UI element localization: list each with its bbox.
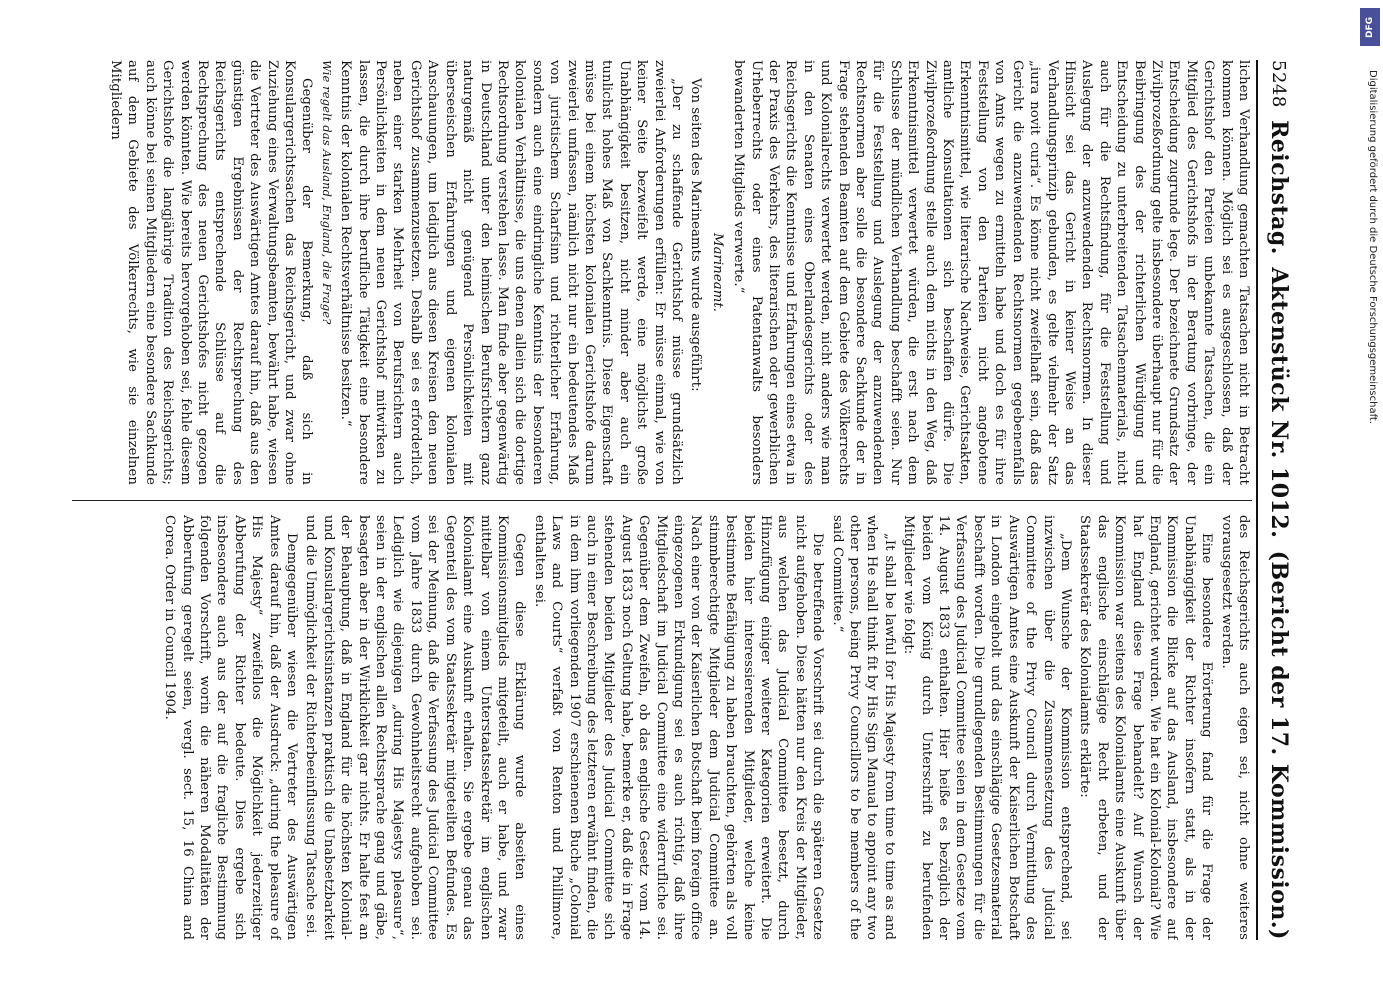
header-rule xyxy=(1256,60,1258,940)
left-paragraph: Von seiten des Marineamts wurde ausgeführt: xyxy=(688,78,704,392)
left-paragraph: „Der zu schaffende Gerichtshof müsse grundsätzlich zweierlei Anforderungen erfüllen: Er müsse einmal, wie von keiner Seite bezweifelt werde, eine möglichst große Unabhängigkeit besitzen, nicht minder aber auch ein tunlichst hohes Maß von Sachkenntnis. Diese Eigenschaft müsse bei einem höchsten kolonialen Gerichtshofe darum zweierlei umfassen, nämlich nicht nur ein bedeutendes Maß von juristischem Scharfsinn und richterlicher Erfahrung, sondern auch eine eindringliche Kenntnis der besonderen kolonialen Verhältnisse, die uns denen allein sich die dortige Rechtsordnung verstehen lasse. Man finde aber gegenwärtig in Deutschland unter den heimischen Berufsrichtern ganz naturgemäß nicht genügend Persönlichkeiten mit überseeischen Erfahrungen und eigenen kolonialen Anschauungen, um lediglich aus diesen Kreisen den neuen Gerichtshof zusammenzusetzen. Deshalb sei es erforderlich, neben einer starken Mehrheit von Berufsrichtern auch Persönlichkeiten in dem neuen Gerichtshof mitwirken zu lassen, die durch ihre berufliche Tätigkeit eine besondere Kenntnis der kolonialen Rechtsverhältnisse besitzen.“ xyxy=(338,60,684,485)
english-quote: „It shall be lawful for His Majesty from time to time as and when He shall think fit by His Sign Manual to appoint any two other persons, being Privy Councillors to be members of the said Committee.“ xyxy=(829,515,897,940)
right-paragraph: Gegen diese Erklärung wurde abseiten eines Kommissionsmitglieds mitgeteilt, auch er habe, und zwar mittelbar von einem Unterstaatssekretär im englischen Kolonialamt eine Auskunft erhalten. Sie ergebe genau das Gegenteil des vom Staatssekretär mitgeteilten Befundes. Es sei der Meinung, daß die Verfassung des Judicial Committee vom Jahre 1833 durch Gewohnheitsrecht aufgehoben sei. Lediglich wie diejenigen „during His Majestys pleasure“, seien in der englischen allen Rechtssprache gang und gäbe, besagten aber in der Wirklichkeit gar nichts. Er halte fest an der Behauptung, daß in England für die höchsten Kolonial- und Konsulargerichtsinstanzen praktisch die Unabsetzbarkeit und die Unmöglichkeit der Richterbeeinflussung Tatsache sei. xyxy=(303,515,528,940)
page-header xyxy=(1258,60,1300,940)
column-divider xyxy=(72,500,1252,501)
left-paragraph: Gegenüber der Bemerkung, daß sich in Konsulargerichtssachen das Reichsgericht, und zwar ohne Zuziehung eines Verwaltungsbeamten, bewährt habe, wiesen die Vertreter des Auswärtigen Amtes darauf hin, daß aus den günstigen Ergebnissen der Rechtsprechung des Reichsgerichts entsprechende Schlüsse auf die Rechtsprechung des neuen Gerichtshofes nicht gezogen werden könnten. Wie bereits hervorgehoben sei, fehle diesem Gerichtshofe die langjährige Tradition des Reichsgerichts; auch könne bei seinen Mitgliedern eine besondere Sachkunde auf dem Gebiete des Völkerrechts, wie sie einzelnen Mitgliedern xyxy=(108,60,315,485)
margin-question: Wie regelt das Ausland, England, die Frage? xyxy=(319,60,334,325)
header-center-title: Aktenstück Nr. 1012. xyxy=(1266,267,1292,539)
text-columns xyxy=(72,60,1252,940)
right-paragraph: Demgegenüber wiesen die Vertreter des Auswärtigen Amtes darauf hin, daß der Ausdruck: „during the pleasure of His Majesty“ zweifellos die Möglichkeit jederzeitiger Abberufung der Richter bedeute. Dies ergebe sich insbesondere auch aus der auf die fragliche Bestimmung folgenden Vorschrift, worin die näheren Modalitäten der Abberufung geregelt seien, vergl. sect. 15, 16 China and Corea. Order in Council 1904. xyxy=(162,515,300,940)
digitization-note: Digitalisierung gefördert durch die Deutsche Forschungsgemeinschaft. xyxy=(1367,70,1378,425)
header-right-title: (Bericht der 17. Kommission.) xyxy=(1266,550,1292,940)
dfg-logo: DFG xyxy=(1360,8,1380,46)
page-number: 5248 xyxy=(1268,60,1290,108)
left-paragraph: lichen Verhandlung gemachten Tatsachen nicht in Betracht kommen können. Möglich sei es ausgeschlossen, daß der Gerichtshof den Parteien unbekannte Tatsachen, die ein Mitglied des Gerichtshofs in der Beratung vorbringe, der Entscheidung zugrunde lege. Der bezeichnete Grundsatz der Zivilprozeßordnung gelte insbesondere überhaupt nur für die Beibringung des der richterlichen Würdigung und Entscheidung zu unterbreitenden Tatsachenmaterials, nicht auch für die Rechtsfindung, für die Feststellung und Auslegung der anzuwendenden Rechtsnormen. In dieser Hinsicht sei das Gericht in keiner Weise an das Verhandlungsprinzip gebunden, es gelte vielmehr der Satz „iura novit curia“. Es könne nicht zweifelhaft sein, daß das Gericht die anzuwendenden Rechtsnormen gegebenenfalls von Amts wegen zu ermitteln habe und doch es für ihre Feststellung von den Parteien nicht angebotene Erkenntnismittel, wie literarische Nachweise, Gerichtsakten, amtliche Konsultationen sich beschaffen dürfe. Die Zivilprozeßordnung stelle auch dem nichts in den Weg, daß Erkenntnismittel verwertet würden, die erst nach dem Schlusse der mündlichen Verhandlung beschafft seien. Nur für die Feststellung und Auslegung der anzuwendenden Rechtsnormen aber solle die besondere Sachkunde der in Frage stehenden Beamten auf dem Gebiete des Völkerrechts und Kolonialrechts verwertet werden, nicht anders wie man in den Senaten eines Oberlandesgerichts oder des Reichsgerichts die Kenntnisse und Erfahrungen eines etwa in der Praxis des Verkehrs, des literarischen oder gewerblichen Urheberrechts oder eines Patentanwalts besonders bewanderten Mitglieds verwerte.“ xyxy=(731,60,1251,485)
right-paragraph: Eine besondere Erörterung fand für die Frage der Unabhängigkeit der Richter insofern statt, als in der Kommission die Blicke auf das Ausland, insbesondere auf England, gerichtet wurden. Wie hat ein Kolonial-Kolonial? Wie hat England diese Frage behandelt? Auf Wunsch der Kommission war seitens des Kolonialamts eine Auskunft über das englische einschlägige Recht erbeten, und der Staatssekretär des Kolonialamts erklärte: xyxy=(1077,515,1215,940)
right-column xyxy=(72,515,1252,940)
rotated-scan xyxy=(60,60,1300,940)
header-left-title: Reichstag. xyxy=(1266,120,1292,255)
section-heading: Marineamt. xyxy=(709,232,725,313)
right-paragraph: des Reichsgerichts auch eigen sei, nicht ohne weiteres vorausgesetzt werden. xyxy=(1218,515,1251,940)
left-column xyxy=(72,60,1252,485)
right-paragraph: „Dem Wunsche der Kommission entsprechend, sei inzwischen über die Zusammensetzung des Judicial Committee of the Privy Council durch Vermittlung des Auswärtigen Amtes eine Auskunft der Kaiserlichen Botschaft in London eingeholt und das einschlägige Gesetzesmaterial beschafft worden. Die grundlegenden Bestimmungen für die Verfassung des Judicial Committee seien in dem Gesetze vom 14. August 1833 enthalten. Hier heiße es bezüglich der beiden vom König durch Unterschrift zu berufenden Mitglieder wie folgt: xyxy=(901,515,1073,940)
right-paragraph: Die betreffende Vorschrift sei durch die späteren Gesetze nicht aufgehoben. Diese hätten nur den Kreis der Mitglieder, aus welchen das Judicial Committee besetzt, durch Hinzufügung einiger weiterer Kategorien erweitert. Die beiden hier interessierenden Mitglieder, welche keine bestimmte Befähigung zu haben brauchten, gehörten als voll stimmberechtigte Mitglieder dem Judicial Committee an. Nach einer von der Kaiserlichen Botschaft beim foreign office eingezogenen Erkundigung sei es auch richtig, daß ihre Mitgliedschaft im Judicial Committee eine widerrufliche sei. Gegenüber dem Zweifeln, ob das englische Gesetz vom 14. August 1833 noch Geltung habe, bemerke er, daß die in Frage stehenden beiden Mitglieder des Judicial Committee sich auch in einer Beschreibung des letzteren erwähnt finden, die in dem ihm vorliegenden 1907 erschienenen Buche „Colonial Laws and Courts“ verfaßt von Renton und Phillimore, enthalten sei. xyxy=(531,515,826,940)
